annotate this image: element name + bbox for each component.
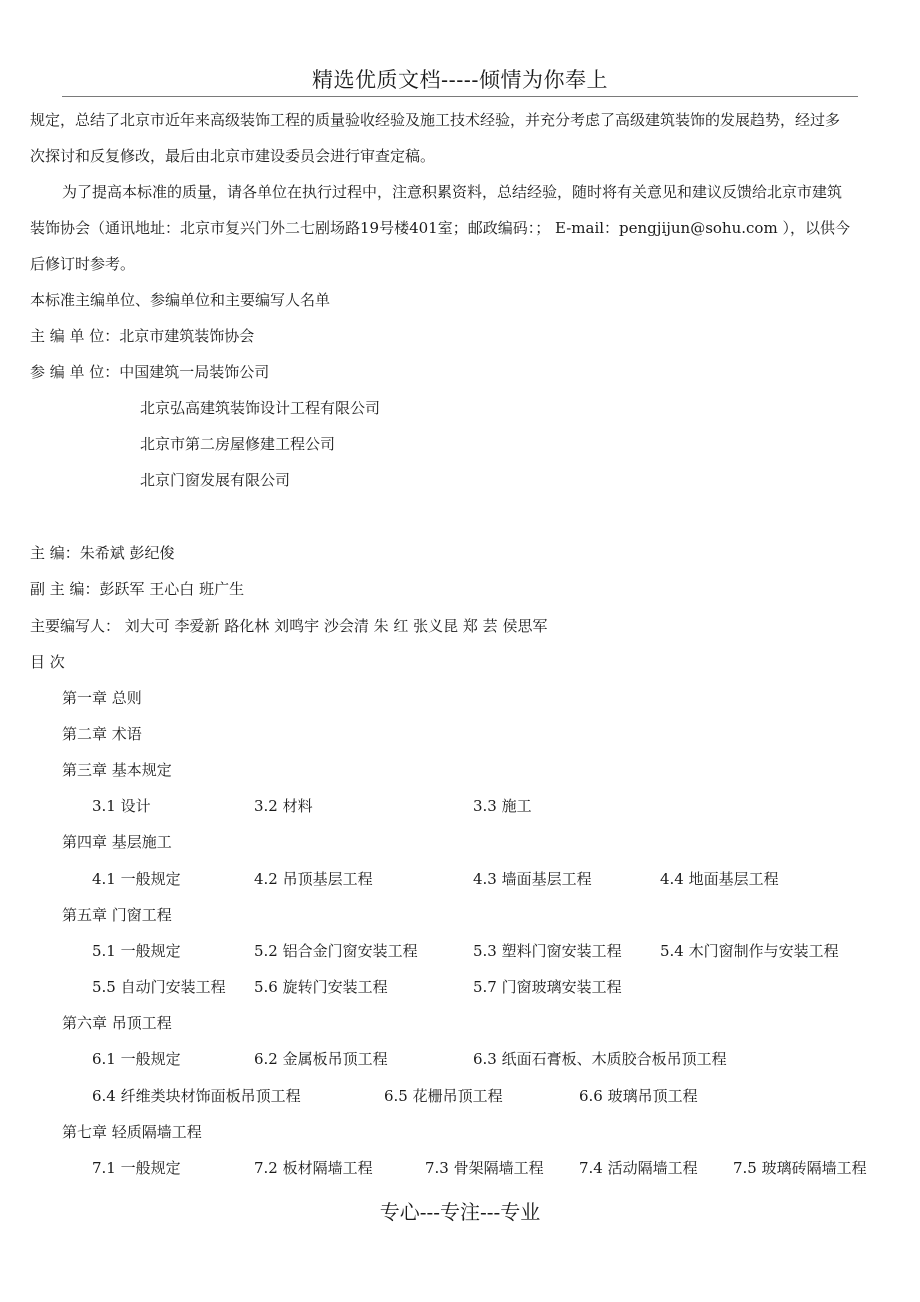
toc-chapter-5[interactable]: 第五章 门窗工程 — [62, 906, 172, 924]
toc-heading: 目 次 — [30, 653, 65, 671]
toc-section[interactable]: 3.1 设计 — [92, 797, 151, 815]
toc-section[interactable]: 5.1 一般规定 — [92, 942, 181, 960]
chief-editors: 主 编：朱希斌 彭纪俊 — [30, 544, 175, 562]
page-footer: 专心---专注---专业 — [379, 1200, 541, 1224]
toc-section[interactable]: 6.4 纤维类块材饰面板吊顶工程 — [92, 1087, 301, 1105]
intro-p2-line1: 为了提高本标准的质量，请各单位在执行过程中，注意积累资料，总结经验，随时将有关意见和建议反馈给北京市建筑 — [62, 183, 843, 201]
toc-section[interactable]: 3.2 材料 — [254, 797, 313, 815]
intro-p2-line2: 装饰协会（通讯地址：北京市复兴门外二七剧场路19号楼401室；邮政编码：； E-mail：pengjijun@sohu.com ），以供今 — [30, 219, 850, 237]
intro-p1-line1: 规定，总结了北京市近年来高级装饰工程的质量验收经验及施工技术经验，并充分考虑了高级建筑装饰的发展趋势，经过多 — [30, 111, 841, 129]
toc-chapter-7[interactable]: 第七章 轻质隔墙工程 — [62, 1123, 202, 1141]
toc-section[interactable]: 4.4 地面基层工程 — [660, 870, 779, 888]
page-header: 精选优质文档-----倾情为你奉上 — [312, 68, 608, 92]
toc-section[interactable]: 7.5 玻璃砖隔墙工程 — [733, 1159, 867, 1177]
participating-unit: 北京市第二房屋修建工程公司 — [140, 435, 336, 453]
toc-section[interactable]: 4.1 一般规定 — [92, 870, 181, 888]
toc-section[interactable]: 7.2 板材隔墙工程 — [254, 1159, 373, 1177]
toc-chapter-2[interactable]: 第二章 术语 — [62, 725, 142, 743]
toc-section[interactable]: 7.3 骨架隔墙工程 — [425, 1159, 544, 1177]
toc-section[interactable]: 7.4 活动隔墙工程 — [579, 1159, 698, 1177]
participating-unit: 北京弘高建筑装饰设计工程有限公司 — [140, 399, 381, 417]
toc-section[interactable]: 5.3 塑料门窗安装工程 — [473, 942, 622, 960]
toc-section[interactable]: 6.5 花栅吊顶工程 — [384, 1087, 503, 1105]
intro-p1-line2: 次探讨和反复修改，最后由北京市建设委员会进行审查定稿。 — [30, 147, 436, 165]
toc-section[interactable]: 6.2 金属板吊顶工程 — [254, 1050, 388, 1068]
credits-heading: 本标准主编单位、参编单位和主要编写人名单 — [30, 291, 331, 309]
toc-section[interactable]: 6.6 玻璃吊顶工程 — [579, 1087, 698, 1105]
toc-section[interactable]: 7.1 一般规定 — [92, 1159, 181, 1177]
toc-section[interactable]: 6.1 一般规定 — [92, 1050, 181, 1068]
toc-section[interactable]: 4.2 吊顶基层工程 — [254, 870, 373, 888]
toc-section[interactable]: 5.4 木门窗制作与安装工程 — [660, 942, 839, 960]
chief-unit: 主 编 单 位：北京市建筑装饰协会 — [30, 327, 255, 345]
participating-unit: 北京门窗发展有限公司 — [140, 471, 291, 489]
toc-chapter-4[interactable]: 第四章 基层施工 — [62, 833, 172, 851]
toc-chapter-3[interactable]: 第三章 基本规定 — [62, 761, 172, 779]
participating-units-label: 参 编 单 位：中国建筑一局装饰公司 — [30, 363, 270, 381]
toc-section[interactable]: 5.5 自动门安装工程 — [92, 978, 226, 996]
deputy-editors: 副 主 编：彭跃军 王心白 班广生 — [30, 580, 245, 598]
intro-p2-line3: 后修订时参考。 — [30, 255, 136, 273]
toc-section[interactable]: 5.7 门窗玻璃安装工程 — [473, 978, 622, 996]
toc-section[interactable]: 5.6 旋转门安装工程 — [254, 978, 388, 996]
main-writers: 主要编写人： 刘大可 李爱新 路化林 刘鸣宇 沙会清 朱 红 张义昆 郑 芸 侯思军 — [30, 617, 548, 635]
toc-section[interactable]: 5.2 铝合金门窗安装工程 — [254, 942, 418, 960]
header-divider — [62, 96, 858, 97]
toc-chapter-1[interactable]: 第一章 总则 — [62, 689, 142, 707]
toc-section[interactable]: 6.3 纸面石膏板、木质胶合板吊顶工程 — [473, 1050, 727, 1068]
toc-chapter-6[interactable]: 第六章 吊顶工程 — [62, 1014, 172, 1032]
toc-section[interactable]: 3.3 施工 — [473, 797, 532, 815]
toc-section[interactable]: 4.3 墙面基层工程 — [473, 870, 592, 888]
